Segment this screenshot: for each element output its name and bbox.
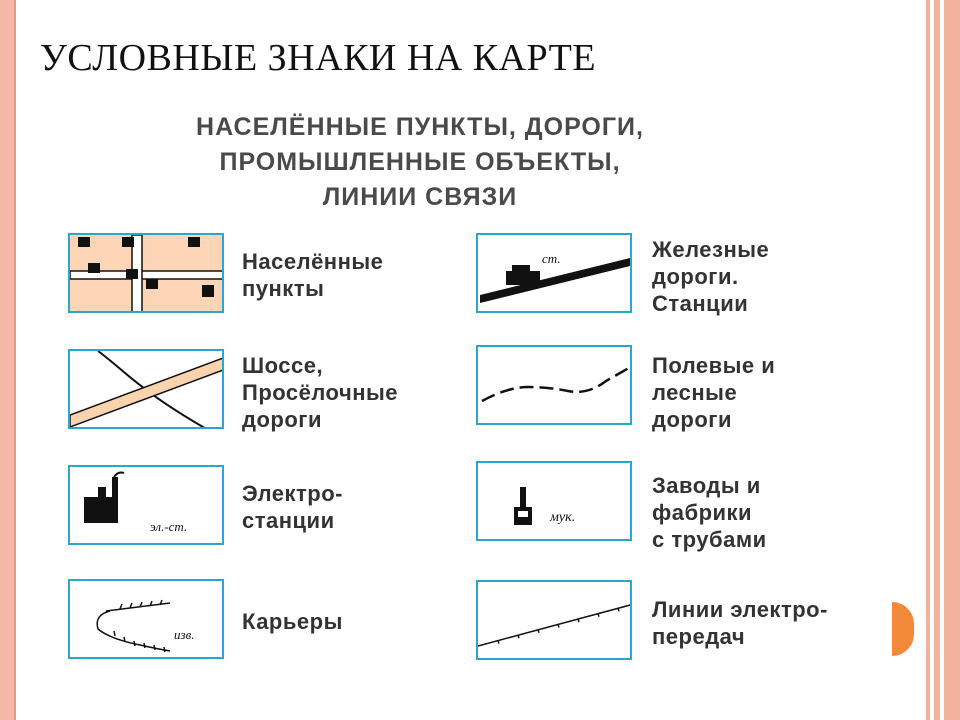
power-lines-sign: [476, 580, 632, 660]
field-road-symbol: [478, 347, 632, 425]
left-decor-border: [0, 0, 16, 720]
factories-sign: [476, 461, 632, 541]
right-decor-stripes: [920, 0, 960, 720]
railways-label: Железные дороги. Станции: [652, 237, 770, 316]
factories-label: Заводы и фабрики с трубами: [652, 473, 767, 552]
heading-line-3: ЛИНИИ СВЯЗИ: [322, 183, 518, 211]
power-lines-label: Линии электро- передач: [652, 597, 828, 649]
heading-line-2: ПРОМЫШЛЕННЫЕ ОБЪЕКТЫ,: [219, 148, 621, 176]
quarries-label: Карьеры: [242, 609, 343, 634]
power-station-symbol: [70, 467, 224, 545]
heading-line-1: НАСЕЛЁННЫЕ ПУНКТЫ, ДОРОГИ,: [196, 113, 644, 141]
railway-symbol: [478, 235, 632, 313]
field-roads-label: Полевые и лесные дороги: [652, 353, 776, 432]
svg-text:мук.: мук.: [550, 510, 576, 525]
highways-sign: [68, 349, 224, 429]
slide-nav-tab[interactable]: [892, 602, 914, 656]
settlements-sign: [68, 233, 224, 313]
railways-sign: [476, 233, 632, 313]
field-roads-sign: [476, 345, 632, 425]
svg-text:эл.-ст.: эл.-ст.: [150, 519, 188, 534]
quarry-symbol: [70, 581, 224, 659]
highways-label: Шоссе, Просёлочные дороги: [242, 353, 399, 432]
svg-text:изв.: изв.: [174, 627, 195, 642]
settlements-label: Населённые пункты: [242, 249, 384, 301]
page-title: УСЛОВНЫЕ ЗНАКИ НА КАРТЕ: [40, 37, 597, 79]
highways-symbol: [70, 351, 224, 429]
power-stations-label: Электро- станции: [242, 481, 344, 533]
power-line-symbol: [478, 582, 632, 660]
svg-text:ст.: ст.: [542, 251, 561, 266]
power-stations-sign: [68, 465, 224, 545]
quarries-sign: [68, 579, 224, 659]
settlements-symbol: [70, 235, 224, 313]
section-heading: [120, 110, 720, 215]
factory-symbol: [478, 463, 632, 541]
